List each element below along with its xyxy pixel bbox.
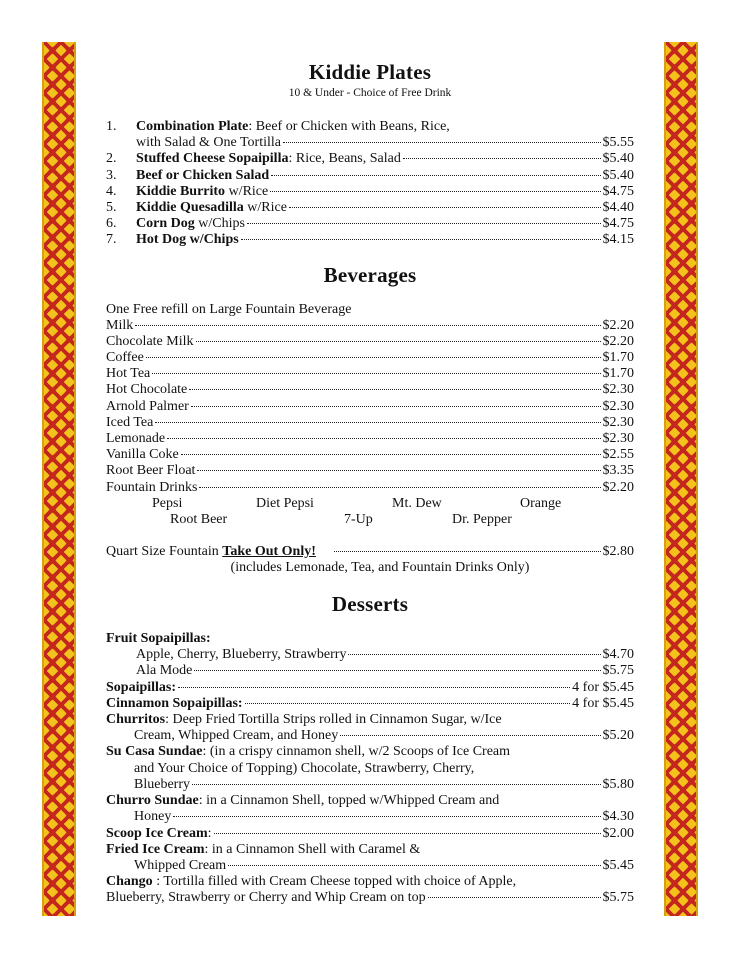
- item-name: Fried Ice Cream: [106, 841, 205, 857]
- item-name: Scoop Ice Cream: [106, 825, 208, 841]
- item-desc: w/Rice: [225, 183, 269, 199]
- quart-fountain-item: [106, 544, 634, 560]
- beverage-item: [106, 350, 634, 366]
- item-number: 1.: [106, 119, 117, 134]
- beverage-item: [106, 399, 634, 415]
- item-desc: Ala Mode: [136, 663, 193, 679]
- item-number: 2.: [106, 151, 117, 167]
- dot-leader: [194, 670, 600, 671]
- item-price: $5.55: [602, 135, 634, 151]
- item-price: 4 for $5.45: [572, 679, 634, 695]
- item-name: Milk: [106, 317, 134, 333]
- item-price: $4.70: [602, 647, 634, 663]
- item-name: Hot Tea: [106, 366, 151, 382]
- item-name: Coffee: [106, 350, 144, 366]
- item-price: $2.20: [602, 479, 634, 495]
- item-price: $3.35: [602, 463, 634, 479]
- item-name: Churritos: [106, 712, 166, 728]
- kiddie-item: [106, 216, 634, 232]
- dessert-item: [106, 647, 634, 663]
- dot-leader: [173, 816, 600, 817]
- dessert-item: [106, 696, 634, 712]
- item-name: Corn Dog: [136, 216, 195, 232]
- item-desc: : in a Cinnamon Shell with Caramel &: [204, 841, 421, 857]
- item-price: $5.40: [602, 151, 634, 167]
- item-name: Cinnamon Sopaipillas:: [106, 695, 243, 711]
- flavor-label: 7-Up: [344, 511, 373, 527]
- dot-leader: [271, 175, 600, 176]
- item-desc: Whipped Cream: [134, 857, 227, 873]
- decorative-border-right: [664, 42, 698, 916]
- flavor-label: Dr. Pepper: [452, 511, 512, 527]
- item-desc: with Salad & One Tortilla: [136, 135, 281, 151]
- desserts-title: Desserts: [331, 592, 409, 617]
- item-desc: : in a Cinnamon Shell, topped w/Whipped Cream and: [198, 793, 500, 809]
- fountain-flavors: [106, 496, 634, 528]
- beverages-section: [106, 263, 634, 576]
- beverage-item: [106, 334, 634, 350]
- item-name: Vanilla Coke: [106, 447, 179, 463]
- item-name: Combination Plate: [136, 119, 249, 134]
- item-price: $2.20: [602, 333, 634, 349]
- item-name: Hot Chocolate: [106, 382, 188, 398]
- item-name: Fountain Drinks: [106, 479, 198, 495]
- item-name: Su Casa Sundae: [106, 744, 203, 760]
- item-name: Arnold Palmer: [106, 398, 189, 414]
- kiddie-item: [106, 168, 634, 184]
- kiddie-item: [106, 232, 634, 248]
- item-desc: Honey: [134, 809, 172, 825]
- dot-leader: [348, 654, 600, 655]
- item-price: $5.80: [602, 776, 634, 792]
- item-name: Chango: [106, 874, 153, 890]
- quart-note: (includes Lemonade, Tea, and Fountain Drinks Only): [230, 560, 530, 576]
- item-price: $2.80: [602, 543, 634, 559]
- dot-leader: [241, 239, 601, 240]
- item-desc: Blueberry: [134, 776, 190, 792]
- kiddie-plates-section: [106, 60, 634, 249]
- item-name: Iced Tea: [106, 414, 154, 430]
- flavor-label: Root Beer: [170, 511, 228, 527]
- dessert-item: [106, 744, 634, 760]
- item-number: 6.: [106, 216, 117, 232]
- dot-leader: [152, 373, 600, 374]
- item-name: Lemonade: [106, 431, 166, 447]
- item-name: Root Beer Float: [106, 463, 196, 479]
- flavor-label: Orange: [520, 495, 562, 511]
- beverage-item: [106, 463, 634, 479]
- dot-leader: [155, 422, 600, 423]
- item-name: Chocolate Milk: [106, 333, 194, 349]
- dessert-item: [106, 712, 634, 728]
- item-price: $4.40: [602, 200, 634, 216]
- item-desc: Apple, Cherry, Blueberry, Strawberry: [136, 647, 347, 663]
- item-name: Quart Size Fountain: [106, 543, 219, 559]
- refill-note: One Free refill on Large Fountain Beverage: [106, 301, 352, 317]
- kiddie-item-cont: [106, 135, 634, 151]
- dessert-item-cont: [106, 728, 634, 744]
- dessert-item-cont: [106, 890, 634, 906]
- beverage-item: [106, 431, 634, 447]
- dot-leader: [135, 325, 600, 326]
- dessert-item: [106, 842, 634, 858]
- beverage-item: [106, 382, 634, 398]
- dessert-list: [106, 631, 634, 906]
- item-price: $4.15: [602, 232, 634, 248]
- dot-leader: [245, 703, 571, 704]
- item-name: Stuffed Cheese Sopaipilla: [136, 151, 289, 167]
- item-price: $5.75: [602, 890, 634, 906]
- beverage-item: [106, 318, 634, 334]
- dot-leader: [270, 191, 600, 192]
- beverage-item: [106, 366, 634, 382]
- flavor-label: Pepsi: [152, 495, 183, 511]
- item-name: Sopaipillas:: [106, 679, 177, 695]
- dot-leader: [189, 389, 600, 390]
- item-price: $2.55: [602, 447, 634, 463]
- dot-leader: [289, 207, 601, 208]
- dot-leader: [178, 687, 570, 688]
- dot-leader: [191, 406, 601, 407]
- beverage-item: [106, 480, 634, 496]
- beverage-item: [106, 447, 634, 463]
- beverages-title: Beverages: [323, 262, 417, 287]
- dot-leader: [283, 142, 601, 143]
- item-desc: w/Chips: [194, 216, 245, 232]
- takeout-only-label: Take Out Only!: [222, 543, 316, 559]
- dot-leader: [192, 784, 601, 785]
- item-price: 4 for $5.45: [572, 695, 634, 711]
- dot-leader: [196, 341, 601, 342]
- kiddie-list: [106, 119, 634, 249]
- dessert-item-cont: [106, 809, 634, 825]
- item-name: Kiddie Quesadilla: [136, 200, 244, 216]
- item-price: $2.20: [602, 317, 634, 333]
- dot-leader: [197, 470, 600, 471]
- menu-page: [106, 60, 634, 907]
- item-price: $2.30: [602, 414, 634, 430]
- item-price: $5.75: [602, 663, 634, 679]
- item-name: Churro Sundae: [106, 793, 199, 809]
- item-price: $1.70: [602, 366, 634, 382]
- kiddie-item: [106, 151, 634, 167]
- dot-leader: [403, 158, 601, 159]
- desserts-section: [106, 592, 634, 906]
- item-price: $5.40: [602, 167, 634, 183]
- kiddie-item: [106, 200, 634, 216]
- item-number: 7.: [106, 232, 117, 248]
- dot-leader: [146, 357, 601, 358]
- kiddie-item: [106, 184, 634, 200]
- beverage-item: [106, 415, 634, 431]
- item-price: $4.75: [602, 216, 634, 232]
- dot-leader: [428, 897, 601, 898]
- item-desc: : Tortilla filled with Cream Cheese topped with choice of Apple,: [152, 874, 517, 890]
- item-price: $5.45: [602, 857, 634, 873]
- item-desc: Blueberry, Strawberry or Cherry and Whip Cream on top: [106, 890, 426, 906]
- item-desc: : (in a crispy cinnamon shell, w/2 Scoops of Ice Cream: [202, 744, 511, 760]
- dot-leader: [334, 551, 601, 552]
- dessert-item: [106, 793, 634, 809]
- item-price: $2.30: [602, 431, 634, 447]
- item-price: $1.70: [602, 350, 634, 366]
- item-desc: : Rice, Beans, Salad: [288, 151, 401, 167]
- dot-leader: [167, 438, 600, 439]
- item-desc: :: [207, 825, 212, 841]
- item-desc: : Deep Fried Tortilla Strips rolled in Cinnamon Sugar, w/Ice: [165, 712, 502, 728]
- dot-leader: [247, 223, 601, 224]
- kiddie-item: [106, 119, 634, 135]
- dessert-item-cont: [106, 858, 634, 874]
- flavor-label: Diet Pepsi: [256, 495, 314, 511]
- item-price: $4.75: [602, 183, 634, 199]
- dot-leader: [228, 865, 600, 866]
- item-number: 4.: [106, 183, 117, 199]
- decorative-border-left: [42, 42, 76, 916]
- beverage-list: [106, 318, 634, 496]
- item-name: Kiddie Burrito: [136, 183, 226, 199]
- dot-leader: [214, 833, 601, 834]
- dot-leader: [340, 735, 600, 736]
- dessert-item: [106, 663, 634, 679]
- item-desc: w/Rice: [243, 200, 287, 216]
- fruit-sopaipillas-heading: Fruit Sopaipillas:: [106, 631, 211, 647]
- item-price: $2.00: [602, 825, 634, 841]
- dessert-item: [106, 680, 634, 696]
- item-price: $2.30: [602, 382, 634, 398]
- item-name: Hot Dog w/Chips: [136, 232, 239, 248]
- dot-leader: [181, 454, 601, 455]
- item-price: $2.30: [602, 398, 634, 414]
- item-price: $4.30: [602, 809, 634, 825]
- flavor-label: Mt. Dew: [392, 495, 442, 511]
- item-desc: Cream, Whipped Cream, and Honey: [134, 728, 339, 744]
- item-name: Beef or Chicken Salad: [136, 167, 270, 183]
- dessert-item: [106, 826, 634, 842]
- dessert-item-cont: [106, 777, 634, 793]
- item-price: $5.20: [602, 728, 634, 744]
- item-desc: and Your Choice of Topping) Chocolate, Strawberry, Cherry,: [134, 760, 475, 776]
- dessert-item: [106, 874, 634, 890]
- item-desc: : Beef or Chicken with Beans, Rice,: [248, 119, 450, 134]
- kiddie-plates-subtitle: 10 & Under - Choice of Free Drink: [288, 87, 452, 99]
- item-number: 5.: [106, 200, 117, 216]
- dot-leader: [199, 487, 600, 488]
- kiddie-plates-title: Kiddie Plates: [308, 60, 432, 84]
- item-number: 3.: [106, 167, 117, 183]
